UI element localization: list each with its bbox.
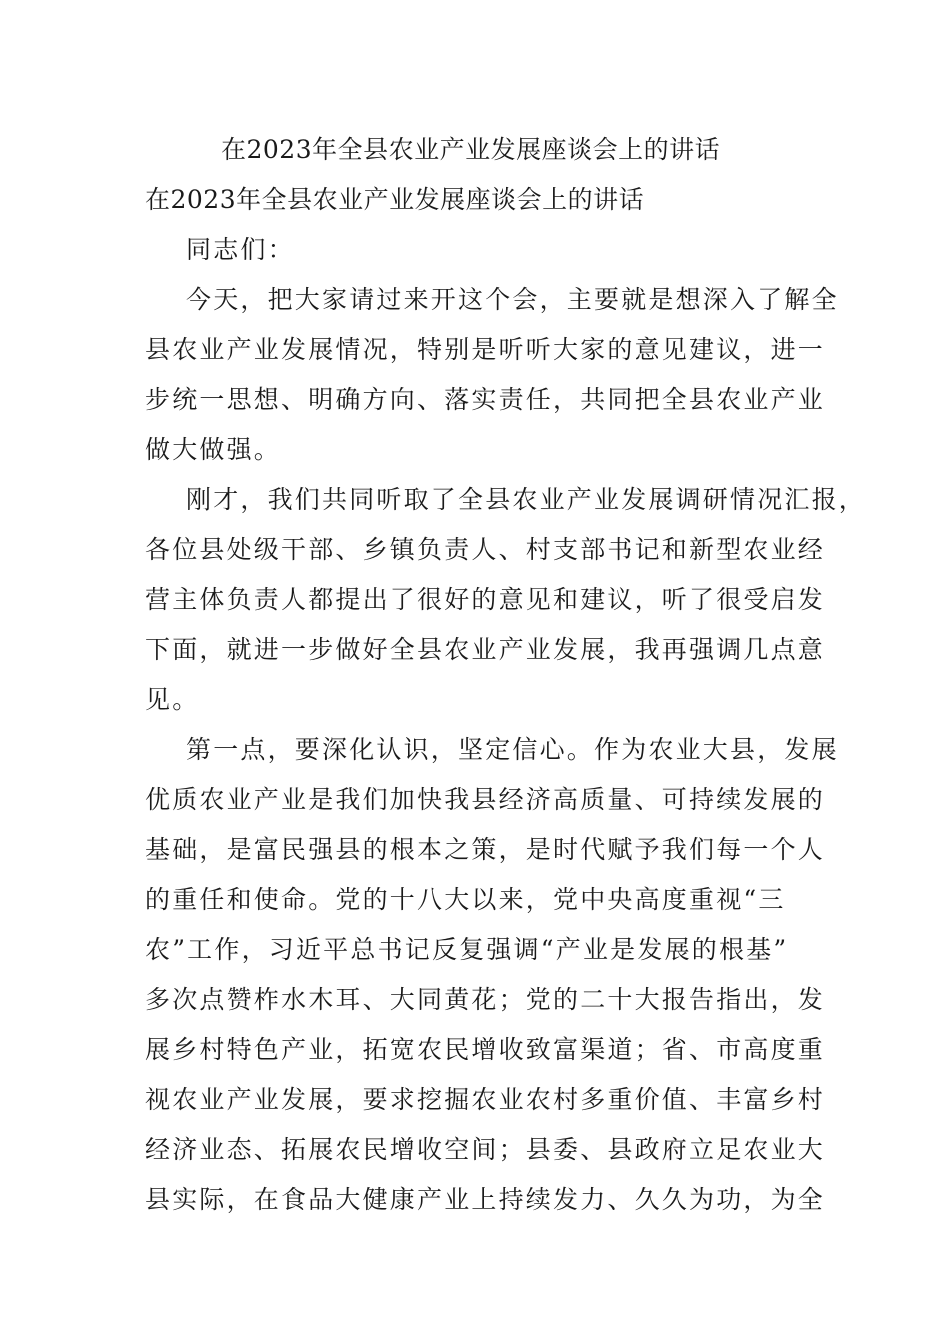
paragraph-line: 步统一思想、明确方向、落实责任，共同把全县农业产业 [145,385,826,414]
paragraph-line: 今天，把大家请过来开这个会，主要就是想深入了解全 [186,285,839,314]
paragraph-line: 县实际，在食品大健康产业上持续发力、久久为功，为全 [145,1185,826,1214]
salutation-line: 同志们： [186,235,295,264]
paragraph-line: 多次点赞柞水木耳、大同黄花；党的二十大报告指出，发 [145,985,826,1014]
paragraph-line: 各位县处级干部、乡镇负责人、村支部书记和新型农业经 [145,535,826,564]
paragraph-line: 第一点，要深化认识，坚定信心。作为农业大县，发展 [186,735,839,764]
document-title: 在2023年全县农业产业发展座谈会上的讲话 [221,135,721,164]
paragraph-line: 刚才，我们共同听取了全县农业产业发展调研情况汇报， [186,485,867,514]
paragraph-line: 优质农业产业是我们加快我县经济高质量、可持续发展的 [145,785,826,814]
paragraph-line: 做大做强。 [145,435,282,464]
speech-body [145,230,867,1230]
paragraph-line: 下面，就进一步做好全县农业产业发展，我再强调几点意 [145,635,826,664]
paragraph-line: 的重任和使命。党的十八大以来，党中央高度重视“三 [145,885,786,914]
paragraph-line: 农”工作，习近平总书记反复强调“产业是发展的根基” [145,935,789,964]
document-subtitle: 在2023年全县农业产业发展座谈会上的讲话 [145,185,645,214]
paragraph-line: 经济业态、拓展农民增收空间；县委、县政府立足农业大 [145,1135,826,1164]
paragraph-line: 视农业产业发展，要求挖掘农业农村多重价值、丰富乡村 [145,1085,826,1114]
paragraph-line: 基础，是富民强县的根本之策，是时代赋予我们每一个人 [145,835,826,864]
paragraph-line: 展乡村特色产业，拓宽农民增收致富渠道；省、市高度重 [145,1035,826,1064]
paragraph-line: 见。 [145,685,200,714]
paragraph-line: 县农业产业发展情况，特别是听听大家的意见建议，进一 [145,335,826,364]
paragraph-line: 营主体负责人都提出了很好的意见和建议，听了很受启发 [145,585,826,614]
